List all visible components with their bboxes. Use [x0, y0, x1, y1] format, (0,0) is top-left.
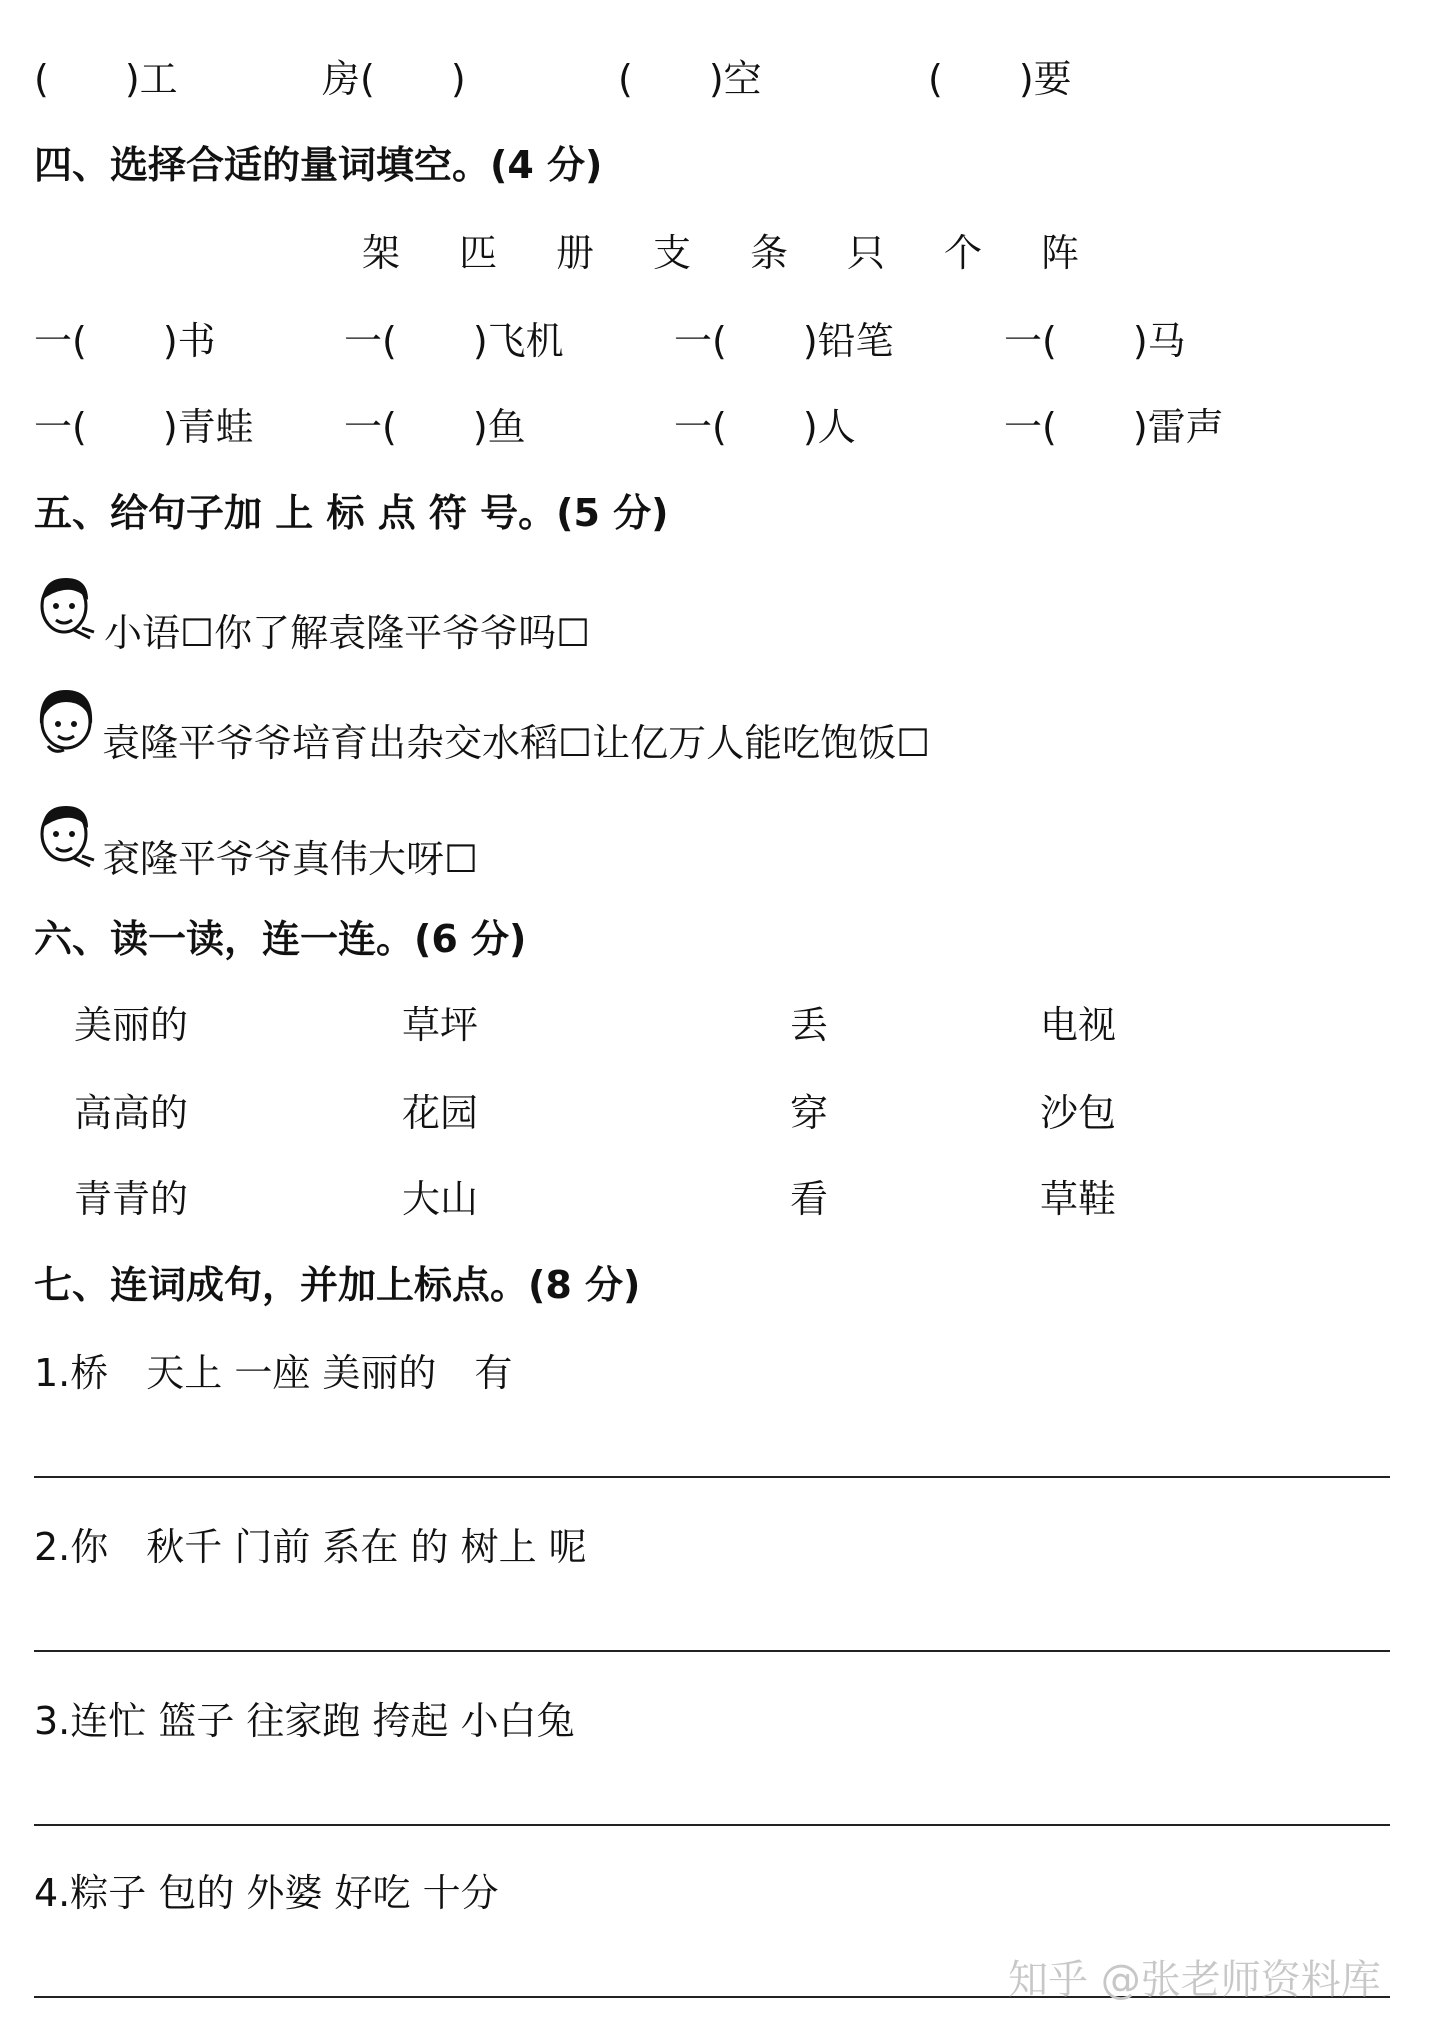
sentence-2: 袁隆平爷爷培育出杂交水稻☐让亿万人能吃饱饭☐ — [102, 721, 931, 765]
measure-item: 一( )雷声 — [1004, 405, 1224, 449]
option-4: 支 — [653, 231, 692, 275]
match-word: 穿 — [790, 1091, 829, 1135]
measure-item: 一( )青蛙 — [34, 405, 254, 449]
measure-item: 一( )飞机 — [344, 319, 564, 363]
sentence-1: 小语☐你了解袁隆平爷爷吗☐ — [104, 611, 591, 655]
watermark-text: 知乎 @张老师资料库 — [1008, 1957, 1381, 2003]
boy-avatar-icon — [34, 798, 102, 870]
match-word: 高高的 — [74, 1091, 189, 1135]
option-2: 匹 — [459, 231, 498, 275]
match-word: 大山 — [402, 1177, 479, 1221]
option-8: 阵 — [1041, 231, 1080, 275]
match-word: 草坪 — [402, 1003, 479, 1047]
measure-item: 一( )鱼 — [344, 405, 526, 449]
measure-item: 一( )铅笔 — [674, 319, 894, 363]
option-1: 架 — [362, 231, 401, 275]
section5-title: 五、给句子加 上 标 点 符 号。(5 分) — [34, 491, 669, 535]
match-word: 看 — [790, 1177, 829, 1221]
section6-title: 六、读一读，连一连。(6 分) — [34, 917, 527, 961]
sentence-item-4: 4.粽子 包的 外婆 好吃 十分 — [34, 1871, 499, 1915]
sentence-item-2: 2.你 秋千 门前 系在 的 树上 呢 — [34, 1525, 587, 1569]
match-word: 青青的 — [74, 1177, 189, 1221]
measure-item: 一( )人 — [674, 405, 856, 449]
fill-item-2: 房( ) — [322, 57, 466, 101]
option-5: 条 — [750, 231, 789, 275]
option-3: 册 — [556, 231, 595, 275]
sentence-item-1: 1.桥 天上 一座 美丽的 有 — [34, 1351, 513, 1395]
answer-line-1 — [34, 1476, 1390, 1478]
match-word: 草鞋 — [1040, 1177, 1117, 1221]
boy-avatar-icon — [34, 570, 102, 642]
answer-line-2 — [34, 1650, 1390, 1652]
measure-item: 一( )马 — [1004, 319, 1186, 363]
match-word: 沙包 — [1040, 1091, 1117, 1135]
fill-item-3: ( )空 — [618, 57, 762, 101]
section4-title: 四、选择合适的量词填空。(4 分) — [34, 143, 603, 187]
answer-line-3 — [34, 1824, 1390, 1826]
sentence-3: 袞隆平爷爷真伟大呀☐ — [102, 837, 479, 881]
match-word: 丢 — [790, 1003, 829, 1047]
match-word: 花园 — [402, 1091, 479, 1135]
fill-item-1: ( )工 — [34, 57, 178, 101]
fill-item-4: ( )要 — [928, 57, 1072, 101]
match-word: 美丽的 — [74, 1003, 189, 1047]
girl-avatar-icon — [34, 684, 102, 756]
sentence-item-3: 3.连忙 篮子 往家跑 挎起 小白兔 — [34, 1699, 575, 1743]
option-7: 个 — [944, 231, 983, 275]
section7-title: 七、连词成句，并加上标点。(8 分) — [34, 1263, 641, 1307]
measure-item: 一( )书 — [34, 319, 216, 363]
match-word: 电视 — [1040, 1003, 1117, 1047]
option-6: 只 — [847, 231, 886, 275]
